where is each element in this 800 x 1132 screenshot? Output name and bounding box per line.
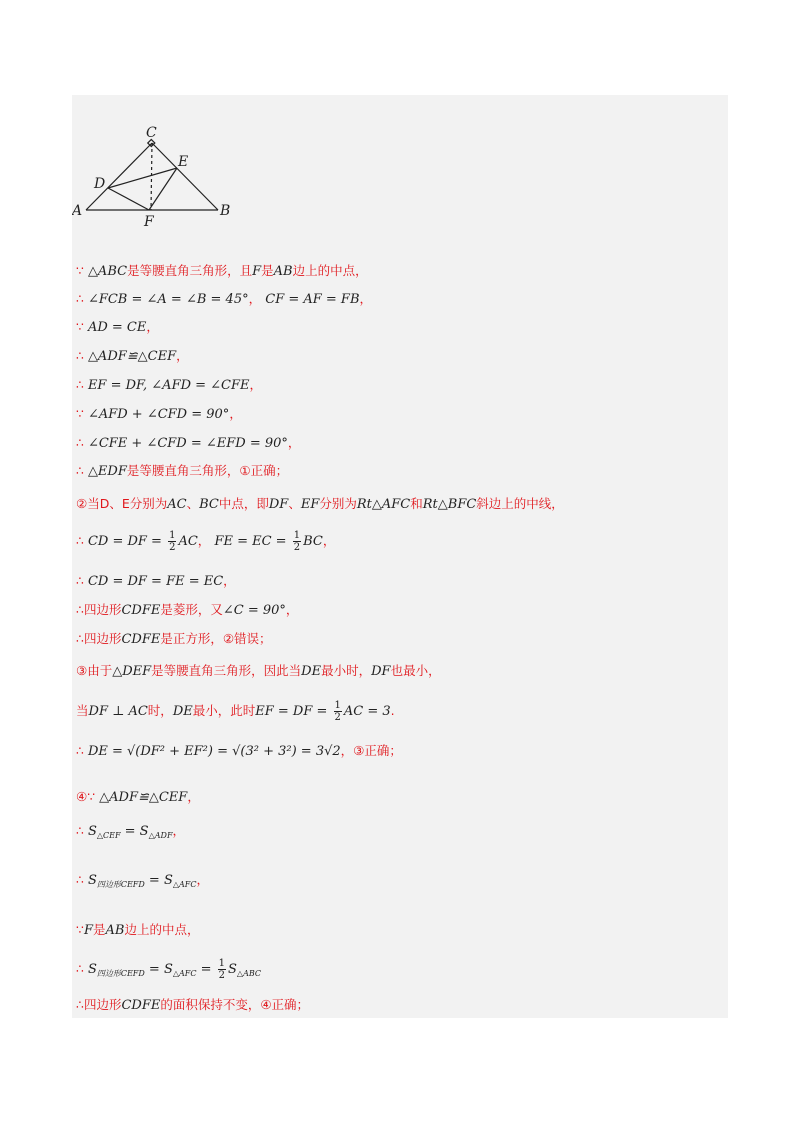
solution-text: ， xyxy=(223,573,236,588)
solution-line-16 xyxy=(76,742,402,761)
solution-text: 、 xyxy=(288,496,301,511)
solution-line-17 xyxy=(76,788,200,807)
math-subscript: 四边形CEFD xyxy=(96,880,145,889)
math-expression: AC xyxy=(167,497,187,512)
solution-text: 是菱形，又 xyxy=(160,602,223,617)
math-expression: BC xyxy=(303,534,323,549)
solution-text: 的面积保持不变，④正确； xyxy=(160,997,310,1012)
solution-text: ∴ xyxy=(76,463,88,478)
solution-text: ∵ xyxy=(76,406,88,421)
label-d: D xyxy=(94,176,106,192)
fraction-numerator: 1 xyxy=(169,530,176,541)
solution-text: ， xyxy=(322,533,336,548)
solution-text: ∵ xyxy=(76,319,88,334)
solution-text: ∴ xyxy=(76,533,88,548)
solution-line-14 xyxy=(76,662,441,681)
math-expression: AB xyxy=(273,264,293,279)
solution-text: 是 xyxy=(261,263,274,278)
math-expression: CD = DF = xyxy=(87,534,167,549)
solution-text: 当 xyxy=(76,703,89,718)
solution-text: 斜边上的中线， xyxy=(476,496,564,511)
math-subscript: △ABC xyxy=(236,969,261,978)
solution-line-4 xyxy=(76,347,189,366)
math-expression: EF = DF = xyxy=(255,704,332,719)
solution-text: 最小时， xyxy=(321,663,372,678)
solution-text: ，③正确； xyxy=(340,743,402,758)
solution-line-2 xyxy=(76,290,372,309)
solution-text: ∴ xyxy=(76,291,88,306)
solution-text: ∴ xyxy=(76,872,88,887)
math-expression: EF xyxy=(300,497,320,512)
math-subscript: △CEF xyxy=(96,831,121,840)
math-expression: CD = DF = FE = EC xyxy=(87,574,224,589)
math-expression: = S xyxy=(144,962,173,977)
solution-text: 是等腰直角三角形，因此当 xyxy=(151,663,302,678)
solution-text: ， xyxy=(287,435,301,450)
fraction-denominator: 2 xyxy=(169,542,176,553)
solution-text: 边上的中点， xyxy=(292,263,368,278)
solution-text: ∴ xyxy=(76,348,88,363)
segment-cf-dashed xyxy=(151,143,152,210)
solution-text: 、 xyxy=(186,496,200,511)
solution-text: . xyxy=(390,703,395,718)
math-expression: ∠CFE + ∠CFD = ∠EFD = 90° xyxy=(87,436,288,451)
segment-df xyxy=(108,188,149,210)
math-expression: S xyxy=(87,873,97,888)
solution-text: ∴ xyxy=(76,961,88,976)
label-f: F xyxy=(144,214,154,230)
fraction-denominator: 2 xyxy=(334,712,341,723)
solution-text: ③由于 xyxy=(76,663,113,678)
fraction xyxy=(293,530,301,553)
solution-text: 是等腰直角三角形，①正确； xyxy=(126,463,289,478)
math-expression: S xyxy=(228,962,237,977)
math-expression: DF ⊥ AC xyxy=(88,704,148,719)
solution-line-5 xyxy=(76,376,262,395)
solution-text: ∴ xyxy=(76,573,88,588)
solution-text: ∵ xyxy=(76,922,84,937)
solution-text: ④∵ xyxy=(76,789,100,804)
solution-text: ∴ xyxy=(76,377,88,392)
math-expression: FE = EC = xyxy=(210,534,291,549)
label-c: C xyxy=(146,125,157,141)
math-expression: DF xyxy=(371,664,391,679)
math-expression: CDFE xyxy=(121,603,161,618)
fraction xyxy=(168,530,176,553)
math-subscript: △AFC xyxy=(172,969,197,978)
math-expression: S xyxy=(87,962,97,977)
solution-text: 分别为 xyxy=(319,496,357,511)
solution-text: 也最小， xyxy=(390,663,441,678)
math-expression: F xyxy=(252,264,262,279)
solution-text: ， xyxy=(248,291,262,306)
label-a: A xyxy=(72,203,83,219)
solution-line-20 xyxy=(76,921,199,940)
solution-text: 时， xyxy=(147,703,173,718)
math-expression: CDFE xyxy=(121,632,161,647)
solution-line-6 xyxy=(76,405,242,424)
geometry-figure xyxy=(72,122,252,230)
solution-text: ∴ xyxy=(76,743,88,758)
math-expression: = xyxy=(196,962,216,977)
math-expression: = S xyxy=(144,873,173,888)
math-expression: ∠AFD + ∠CFD = 90° xyxy=(87,407,230,422)
solution-text: 是正方形，②错误； xyxy=(160,631,272,646)
math-expression: △DEF xyxy=(112,664,152,679)
solution-text: ， xyxy=(359,291,373,306)
fraction-denominator: 2 xyxy=(218,970,226,981)
math-expression: Rt△BFC xyxy=(422,497,477,512)
label-e: E xyxy=(178,154,189,170)
solution-line-19 xyxy=(76,871,209,894)
math-expression: ∠C = 90° xyxy=(222,603,286,618)
math-expression: CF = AF = FB xyxy=(261,292,360,307)
solution-text: ， xyxy=(187,789,200,804)
label-b: B xyxy=(220,203,231,219)
math-subscript: 四边形CEFD xyxy=(96,969,145,978)
solution-text: ∵ xyxy=(76,263,88,278)
solution-text: ∴四边形 xyxy=(76,631,122,646)
math-expression: F xyxy=(83,923,93,938)
fraction-numerator: 1 xyxy=(334,700,341,711)
math-expression: △EDF xyxy=(87,464,127,479)
solution-text: ∴四边形 xyxy=(76,997,122,1012)
solution-line-18 xyxy=(76,822,185,845)
math-expression: = S xyxy=(120,824,149,839)
solution-text: ∴ xyxy=(76,823,88,838)
solution-text: ， xyxy=(196,872,209,887)
solution-line-9 xyxy=(76,495,564,514)
solution-text: 是 xyxy=(92,922,106,937)
math-expression: S xyxy=(87,824,97,839)
math-expression: △ADF≌△CEF xyxy=(87,349,177,364)
solution-text: ， xyxy=(249,377,263,392)
math-expression: △ADF≌△CEF xyxy=(99,790,188,805)
solution-line-8 xyxy=(76,462,288,481)
math-expression: CDFE xyxy=(121,998,161,1013)
solution-text: ， xyxy=(229,406,242,421)
solution-text: 是等腰直角三角形，且 xyxy=(127,263,253,278)
math-expression: BC xyxy=(199,497,219,512)
solution-line-12 xyxy=(76,601,298,620)
solution-line-13 xyxy=(76,630,272,649)
math-expression: DE = √(DF² + EF²) = √(3² + 3²) = 3√2 xyxy=(87,744,341,759)
solution-line-15 xyxy=(76,700,395,723)
solution-text: 中点，即 xyxy=(218,496,269,511)
solution-text: ②当D、E分别为 xyxy=(76,496,168,511)
math-expression: AC = 3 xyxy=(343,704,391,719)
math-expression: DF xyxy=(268,497,289,512)
math-expression: DE xyxy=(172,704,193,719)
fraction-numerator: 1 xyxy=(218,958,226,969)
math-expression: Rt△AFC xyxy=(356,497,411,512)
math-subscript: △ADF xyxy=(148,831,173,840)
math-expression: AC xyxy=(178,534,198,549)
solution-text: ， xyxy=(197,533,211,548)
fraction xyxy=(218,958,226,981)
solution-text: ， xyxy=(176,348,189,363)
solution-line-7 xyxy=(76,434,300,453)
fraction-numerator: 1 xyxy=(293,530,301,541)
solution-text: ∴ xyxy=(76,435,88,450)
solution-text: 边上的中点， xyxy=(124,922,200,937)
math-expression: DE xyxy=(301,664,322,679)
math-expression: EF = DF, ∠AFD = ∠CFE xyxy=(87,378,250,393)
math-expression: △ABC xyxy=(87,264,128,279)
solution-line-3 xyxy=(76,318,159,337)
solution-line-1 xyxy=(76,262,368,281)
math-expression: ∠FCB = ∠A = ∠B = 45° xyxy=(87,292,249,307)
solution-text: ， xyxy=(172,823,186,838)
solution-text: 和 xyxy=(410,496,423,511)
math-subscript: △AFC xyxy=(172,880,197,889)
solution-line-11 xyxy=(76,572,236,591)
math-expression: AD = CE xyxy=(87,320,147,335)
solution-text: ， xyxy=(146,319,159,334)
solution-line-22 xyxy=(76,996,309,1015)
math-expression: AB xyxy=(105,923,125,938)
solution-text: ∴四边形 xyxy=(76,602,122,617)
solution-text: 最小，此时 xyxy=(192,703,256,718)
solution-line-10 xyxy=(76,530,335,553)
fraction xyxy=(334,700,342,723)
fraction-denominator: 2 xyxy=(293,542,301,553)
solution-text: ， xyxy=(285,602,299,617)
solution-line-21 xyxy=(76,958,261,983)
